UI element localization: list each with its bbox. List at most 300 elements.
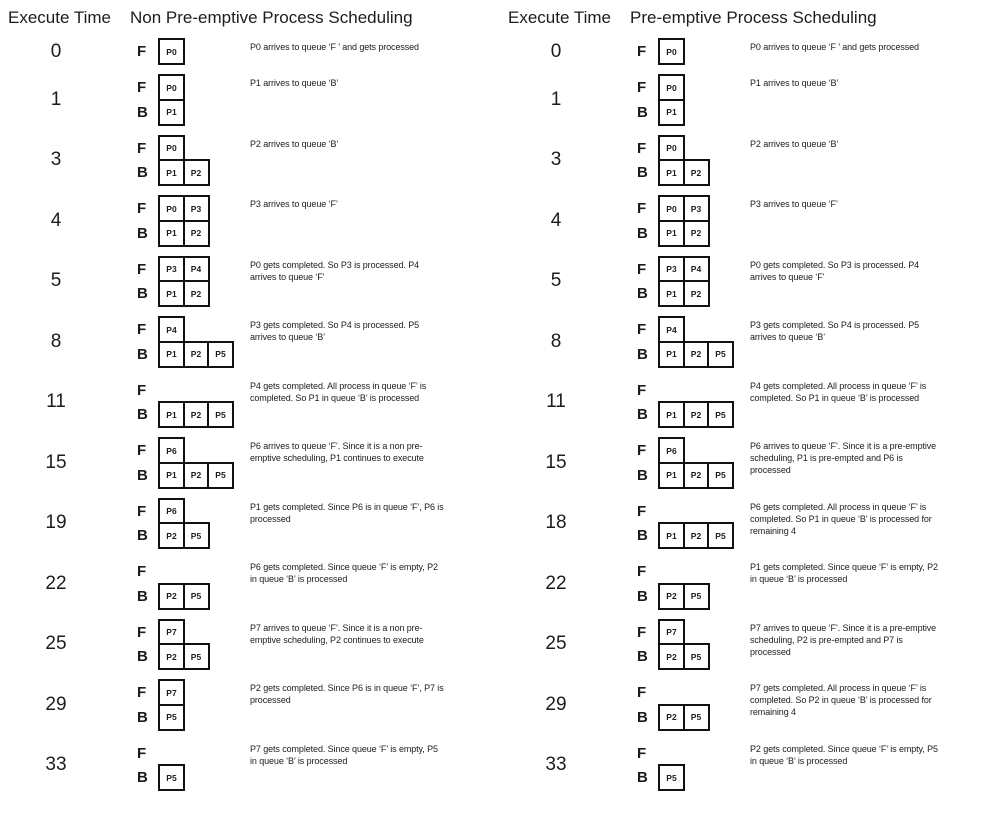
execute-time-value: 8 (50, 330, 62, 352)
process-boxes-f (158, 498, 185, 525)
timeline-row (500, 437, 1000, 489)
process-box: P0 (658, 135, 685, 162)
queue-label-f: F (137, 79, 147, 96)
queue-state (112, 558, 250, 610)
process-boxes-b (158, 99, 185, 126)
timeline-row (500, 619, 1000, 671)
process-box: P2 (658, 583, 685, 610)
row-description: P6 gets completed. All process in queue ‘F’ is completed. So P1 in queue ‘B’ is processed for remaining 4 (750, 501, 932, 536)
queue-line-f (137, 256, 250, 283)
process-box: P5 (207, 341, 234, 368)
process-box: P0 (158, 135, 185, 162)
panel-title-non-preemptive: Non Pre-emptive Process Scheduling (130, 8, 413, 27)
queue-label-b: B (637, 708, 648, 726)
process-boxes-f (658, 74, 685, 101)
queue-line-f (137, 135, 250, 162)
process-boxes-b (158, 401, 234, 428)
timeline-row (0, 135, 500, 187)
panel-header (508, 8, 1000, 32)
queue-label-f: F (137, 43, 147, 60)
process-box: P0 (658, 38, 685, 65)
queue-line-b (637, 401, 750, 428)
queue-line-b (637, 462, 750, 489)
execute-time-value: 1 (50, 88, 62, 110)
queue-line-b (137, 704, 250, 731)
queue-line-f (637, 195, 750, 222)
process-box: P2 (158, 643, 185, 670)
process-box: P0 (158, 195, 185, 222)
process-box: P2 (183, 280, 210, 307)
row-description: P4 gets completed. All process in queue ‘F’ is completed. So P1 in queue ‘B’ is processed (750, 380, 927, 403)
process-boxes-b (158, 280, 210, 307)
execute-time-value: 29 (45, 693, 67, 715)
queue-label-f: F (637, 321, 647, 338)
queue-label-b: B (137, 466, 148, 484)
queue-state (612, 377, 750, 429)
timeline-row (0, 437, 500, 489)
process-box: P1 (158, 401, 185, 428)
process-box: P5 (183, 583, 210, 610)
process-boxes-f (658, 135, 685, 162)
timeline-row (0, 316, 500, 368)
row-description: P1 gets completed. Since queue ‘F’ is empty, P2 in queue ‘B’ is processed (750, 562, 938, 584)
queue-line-f (137, 558, 250, 585)
queue-state (112, 679, 250, 731)
panel-header (8, 8, 500, 32)
process-box: P1 (658, 99, 685, 126)
queue-label-f: F (137, 381, 147, 399)
queue-label-f: F (137, 623, 147, 641)
queue-label-b: B (137, 103, 148, 121)
queue-label-b: B (637, 164, 648, 181)
queue-state (612, 437, 750, 489)
queue-line-f (637, 558, 750, 585)
queue-state (112, 256, 250, 308)
process-boxes-f (158, 195, 210, 222)
process-box: P2 (683, 522, 710, 549)
process-boxes-f (158, 74, 185, 101)
queue-label-b: B (637, 587, 648, 605)
timeline-row (500, 38, 1000, 65)
execute-time-value: 11 (46, 391, 66, 413)
process-box: P7 (158, 619, 185, 646)
queue-line-f (137, 38, 250, 65)
queue-line-f (637, 740, 750, 767)
queue-label-f: F (637, 684, 647, 701)
row-description: P3 arrives to queue ‘F’ (750, 199, 838, 209)
queue-label-f: F (637, 260, 647, 278)
queue-line-f (137, 437, 250, 464)
row-description: P4 gets completed. All process in queue ‘F’ is completed. So P1 in queue ‘B’ is processed (250, 380, 427, 403)
execute-time-value: 15 (45, 451, 67, 473)
process-boxes-f (158, 256, 210, 283)
process-box: P2 (658, 643, 685, 670)
process-box: P1 (158, 99, 185, 126)
queue-state (612, 619, 750, 671)
queue-line-f (137, 316, 250, 343)
queue-label-b: B (137, 164, 148, 181)
queue-state (612, 74, 750, 126)
execute-time-value: 5 (50, 270, 62, 292)
row-description: P2 gets completed. Since P6 is in queue ‘F’, P7 is processed (250, 683, 444, 705)
process-boxes-b (658, 220, 710, 247)
timeline-row (0, 679, 500, 731)
queue-line-b (137, 462, 250, 489)
process-boxes-f (658, 437, 685, 464)
queue-line-b (637, 704, 750, 731)
rows-container-non-preemptive (0, 38, 500, 791)
process-boxes-f (158, 38, 185, 65)
process-boxes-b (658, 280, 710, 307)
queue-label-b: B (137, 769, 148, 786)
queue-state (112, 619, 250, 671)
row-description: P1 gets completed. Since P6 is in queue ‘F’, P6 is processed (250, 501, 444, 524)
queue-line-b (637, 341, 750, 368)
process-box: P2 (183, 220, 210, 247)
process-boxes-b (658, 522, 734, 549)
row-description: P7 arrives to queue ‘F’. Since it is a non pre-emptive scheduling, P2 continues to execute (250, 622, 424, 645)
row-description: P2 gets completed. Since queue ‘F’ is empty, P5 in queue ‘B’ is processed (750, 743, 938, 766)
queue-line-f (637, 679, 750, 706)
queue-state (612, 558, 750, 610)
queue-line-b (137, 401, 250, 428)
queue-line-b (637, 220, 750, 247)
process-box: P2 (183, 462, 210, 489)
queue-state (612, 256, 750, 308)
process-boxes-b (158, 159, 210, 186)
process-box: P0 (658, 74, 685, 101)
process-box: P6 (658, 437, 685, 464)
queue-line-b (637, 583, 750, 610)
timeline-row (500, 74, 1000, 126)
queue-state (112, 437, 250, 489)
process-box: P0 (158, 38, 185, 65)
row-description: P1 arrives to queue ‘B’ (250, 78, 339, 88)
process-box: P5 (683, 643, 710, 670)
row-description: P6 arrives to queue ‘F’. Since it is a non pre-emptive scheduling, P1 continues to execute (250, 441, 424, 463)
process-box: P3 (158, 256, 185, 283)
timeline-row (500, 740, 1000, 792)
queue-line-f (137, 195, 250, 222)
queue-state (612, 38, 750, 65)
queue-label-f: F (137, 321, 147, 338)
queue-label-b: B (137, 527, 148, 544)
process-boxes-b (658, 643, 710, 670)
timeline-row (0, 256, 500, 308)
process-boxes-b (158, 764, 185, 791)
process-box: P1 (158, 280, 185, 307)
process-box: P2 (183, 401, 210, 428)
process-box: P1 (158, 220, 185, 247)
execute-time-value: 29 (545, 693, 567, 715)
queue-line-f (137, 74, 250, 101)
queue-line-f (637, 619, 750, 646)
process-box: P2 (183, 159, 210, 186)
timeline-row (500, 377, 1000, 429)
process-box: P1 (658, 462, 685, 489)
row-description: P0 gets completed. So P3 is processed. P4 arrives to queue ‘F’ (750, 259, 919, 282)
execute-time-value: 25 (545, 633, 567, 655)
process-boxes-b (658, 704, 710, 731)
process-boxes-f (158, 437, 185, 464)
process-boxes-f (658, 619, 685, 646)
queue-line-b (137, 159, 250, 186)
process-boxes-f (658, 195, 710, 222)
process-box: P7 (158, 679, 185, 706)
queue-state (612, 316, 750, 368)
queue-label-f: F (137, 502, 147, 520)
process-box: P1 (158, 159, 185, 186)
queue-line-b (137, 99, 250, 126)
process-box: P0 (658, 195, 685, 222)
process-boxes-b (658, 764, 685, 791)
queue-label-b: B (637, 406, 648, 423)
queue-line-b (637, 764, 750, 791)
queue-state (112, 498, 250, 550)
execute-time-value: 8 (550, 330, 562, 352)
timeline-row (500, 679, 1000, 731)
row-description: P7 gets completed. Since queue ‘F’ is empty, P5 in queue ‘B’ is processed (250, 743, 438, 766)
queue-line-b (137, 764, 250, 791)
process-box: P4 (158, 316, 185, 343)
process-box: P5 (158, 764, 185, 791)
process-box: P5 (683, 704, 710, 731)
process-box: P1 (158, 462, 185, 489)
process-boxes-b (158, 462, 234, 489)
queue-line-f (637, 74, 750, 101)
process-boxes-f (158, 619, 185, 646)
timeline-row (0, 619, 500, 671)
queue-state (612, 135, 750, 187)
queue-label-b: B (637, 648, 648, 665)
row-description: P3 arrives to queue ‘F’ (250, 199, 338, 209)
queue-line-b (637, 522, 750, 549)
process-box: P2 (683, 280, 710, 307)
queue-line-f (637, 437, 750, 464)
process-box: P1 (658, 280, 685, 307)
queue-label-b: B (137, 345, 148, 363)
process-box: P4 (683, 256, 710, 283)
process-box: P2 (158, 522, 185, 549)
queue-line-f (137, 377, 250, 404)
queue-line-f (137, 679, 250, 706)
queue-state (612, 498, 750, 550)
execute-time-value: 19 (45, 512, 67, 534)
queue-label-b: B (637, 527, 648, 544)
process-box: P6 (158, 437, 185, 464)
panel-title-preemptive: Pre-emptive Process Scheduling (630, 8, 877, 27)
process-box: P5 (683, 583, 710, 610)
queue-label-f: F (637, 200, 647, 217)
row-description: P0 arrives to queue ‘F ’ and gets processed (250, 42, 419, 52)
queue-line-f (637, 377, 750, 404)
execute-time-value: 11 (546, 391, 566, 413)
queue-label-b: B (637, 224, 648, 242)
process-box: P2 (183, 341, 210, 368)
queue-line-b (137, 341, 250, 368)
process-box: P5 (207, 401, 234, 428)
process-box: P3 (683, 195, 710, 222)
queue-label-f: F (637, 563, 647, 580)
queue-label-b: B (637, 466, 648, 484)
process-boxes-b (158, 522, 210, 549)
queue-label-f: F (637, 623, 647, 641)
process-box: P3 (658, 256, 685, 283)
process-box: P3 (183, 195, 210, 222)
timeline-row (0, 377, 500, 429)
queue-state (112, 316, 250, 368)
process-box: P1 (658, 220, 685, 247)
execute-time-value: 22 (545, 572, 567, 594)
timeline-row (500, 195, 1000, 247)
queue-state (112, 740, 250, 792)
queue-state (112, 135, 250, 187)
panel-preemptive (500, 6, 1000, 800)
process-boxes-b (658, 99, 685, 126)
process-box: P7 (658, 619, 685, 646)
queue-label-f: F (637, 79, 647, 96)
process-boxes-b (658, 462, 734, 489)
process-box: P5 (183, 522, 210, 549)
row-description: P0 gets completed. So P3 is processed. P4 arrives to queue ‘F’ (250, 259, 419, 282)
execute-time-value: 4 (50, 209, 62, 231)
process-boxes-f (158, 135, 185, 162)
queue-label-b: B (137, 224, 148, 242)
queue-line-f (637, 316, 750, 343)
process-box: P0 (158, 74, 185, 101)
execute-time-value: 0 (550, 40, 562, 62)
queue-label-b: B (137, 406, 148, 423)
queue-line-b (637, 643, 750, 670)
process-box: P6 (158, 498, 185, 525)
row-description: P2 arrives to queue ‘B’ (750, 138, 839, 149)
process-box: P5 (707, 522, 734, 549)
queue-line-f (637, 256, 750, 283)
process-box: P5 (207, 462, 234, 489)
process-boxes-b (658, 159, 710, 186)
queue-state (112, 195, 250, 247)
queue-label-b: B (137, 648, 148, 665)
rows-container-preemptive (500, 38, 1000, 791)
row-description: P6 arrives to queue ‘F’. Since it is a pre-emptive scheduling, P1 is pre-empted and P6 is processed (750, 441, 937, 475)
queue-line-b (137, 280, 250, 307)
queue-label-b: B (137, 285, 148, 302)
process-box: P1 (658, 159, 685, 186)
timeline-row (0, 498, 500, 550)
execute-time-value: 33 (45, 754, 67, 776)
queue-line-b (137, 220, 250, 247)
row-description: P6 gets completed. Since queue ‘F’ is empty, P2 in queue ‘B’ is processed (250, 562, 438, 584)
queue-state (112, 74, 250, 126)
execute-time-header: Execute Time (508, 8, 611, 27)
process-box: P4 (183, 256, 210, 283)
panel-non-preemptive (0, 6, 500, 800)
execute-time-value: 4 (550, 209, 562, 231)
process-boxes-b (158, 704, 185, 731)
timeline-row (0, 558, 500, 610)
execute-time-value: 25 (45, 633, 67, 655)
row-description: P2 arrives to queue ‘B’ (250, 138, 339, 149)
process-boxes-f (658, 316, 685, 343)
timeline-row (500, 558, 1000, 610)
process-box: P2 (683, 220, 710, 247)
process-box: P1 (158, 341, 185, 368)
queue-label-f: F (637, 502, 647, 520)
queue-label-b: B (137, 587, 148, 605)
queue-state (612, 740, 750, 792)
process-boxes-b (658, 341, 734, 368)
queue-label-f: F (637, 139, 647, 157)
queue-line-f (637, 135, 750, 162)
queue-line-f (137, 740, 250, 767)
queue-label-f: F (137, 200, 147, 217)
row-description: P7 arrives to queue ‘F’. Since it is a pre-emptive scheduling, P2 is pre-empted and P7 is processed (750, 622, 937, 657)
process-box: P1 (658, 341, 685, 368)
queue-label-b: B (137, 708, 148, 726)
execute-time-value: 0 (50, 40, 62, 62)
process-box: P2 (683, 341, 710, 368)
process-box: P5 (707, 341, 734, 368)
queue-label-b: B (637, 103, 648, 121)
timeline-row (0, 740, 500, 792)
row-description: P1 arrives to queue ‘B’ (750, 78, 839, 88)
timeline-row (0, 74, 500, 126)
process-boxes-b (158, 220, 210, 247)
process-boxes-f (658, 256, 710, 283)
queue-line-b (137, 583, 250, 610)
execute-time-value: 15 (545, 451, 567, 473)
process-boxes-f (158, 679, 185, 706)
queue-state (612, 679, 750, 731)
queue-label-b: B (637, 285, 648, 302)
execute-time-value: 18 (545, 512, 567, 534)
process-box: P2 (658, 704, 685, 731)
queue-label-f: F (137, 260, 147, 278)
queue-label-f: F (637, 744, 647, 762)
process-box: P5 (183, 643, 210, 670)
queue-label-f: F (637, 442, 647, 459)
queue-line-f (637, 498, 750, 525)
process-box: P2 (158, 583, 185, 610)
process-box: P5 (658, 764, 685, 791)
queue-state (112, 377, 250, 429)
queue-label-f: F (137, 563, 147, 580)
timeline-row (500, 316, 1000, 368)
execute-time-header: Execute Time (8, 8, 111, 27)
timeline-row (500, 135, 1000, 187)
queue-label-f: F (637, 43, 647, 60)
queue-line-f (637, 38, 750, 65)
queue-label-f: F (137, 442, 147, 459)
process-box: P5 (158, 704, 185, 731)
execute-time-value: 1 (550, 88, 562, 110)
execute-time-value: 3 (550, 149, 562, 171)
row-description: P7 gets completed. All process in queue ‘F’ is completed. So P2 in queue ‘B’ is processed for remaining 4 (750, 683, 932, 717)
process-box: P1 (658, 522, 685, 549)
process-box: P2 (683, 159, 710, 186)
queue-state (612, 195, 750, 247)
queue-label-f: F (137, 684, 147, 701)
execute-time-value: 5 (550, 270, 562, 292)
process-box: P4 (658, 316, 685, 343)
execute-time-value: 22 (45, 572, 67, 594)
timeline-row (500, 256, 1000, 308)
process-box: P1 (658, 401, 685, 428)
row-description: P3 gets completed. So P4 is processed. P5 arrives to queue ‘B’ (750, 320, 919, 342)
process-boxes-b (158, 643, 210, 670)
process-box: P2 (683, 401, 710, 428)
queue-line-b (637, 159, 750, 186)
